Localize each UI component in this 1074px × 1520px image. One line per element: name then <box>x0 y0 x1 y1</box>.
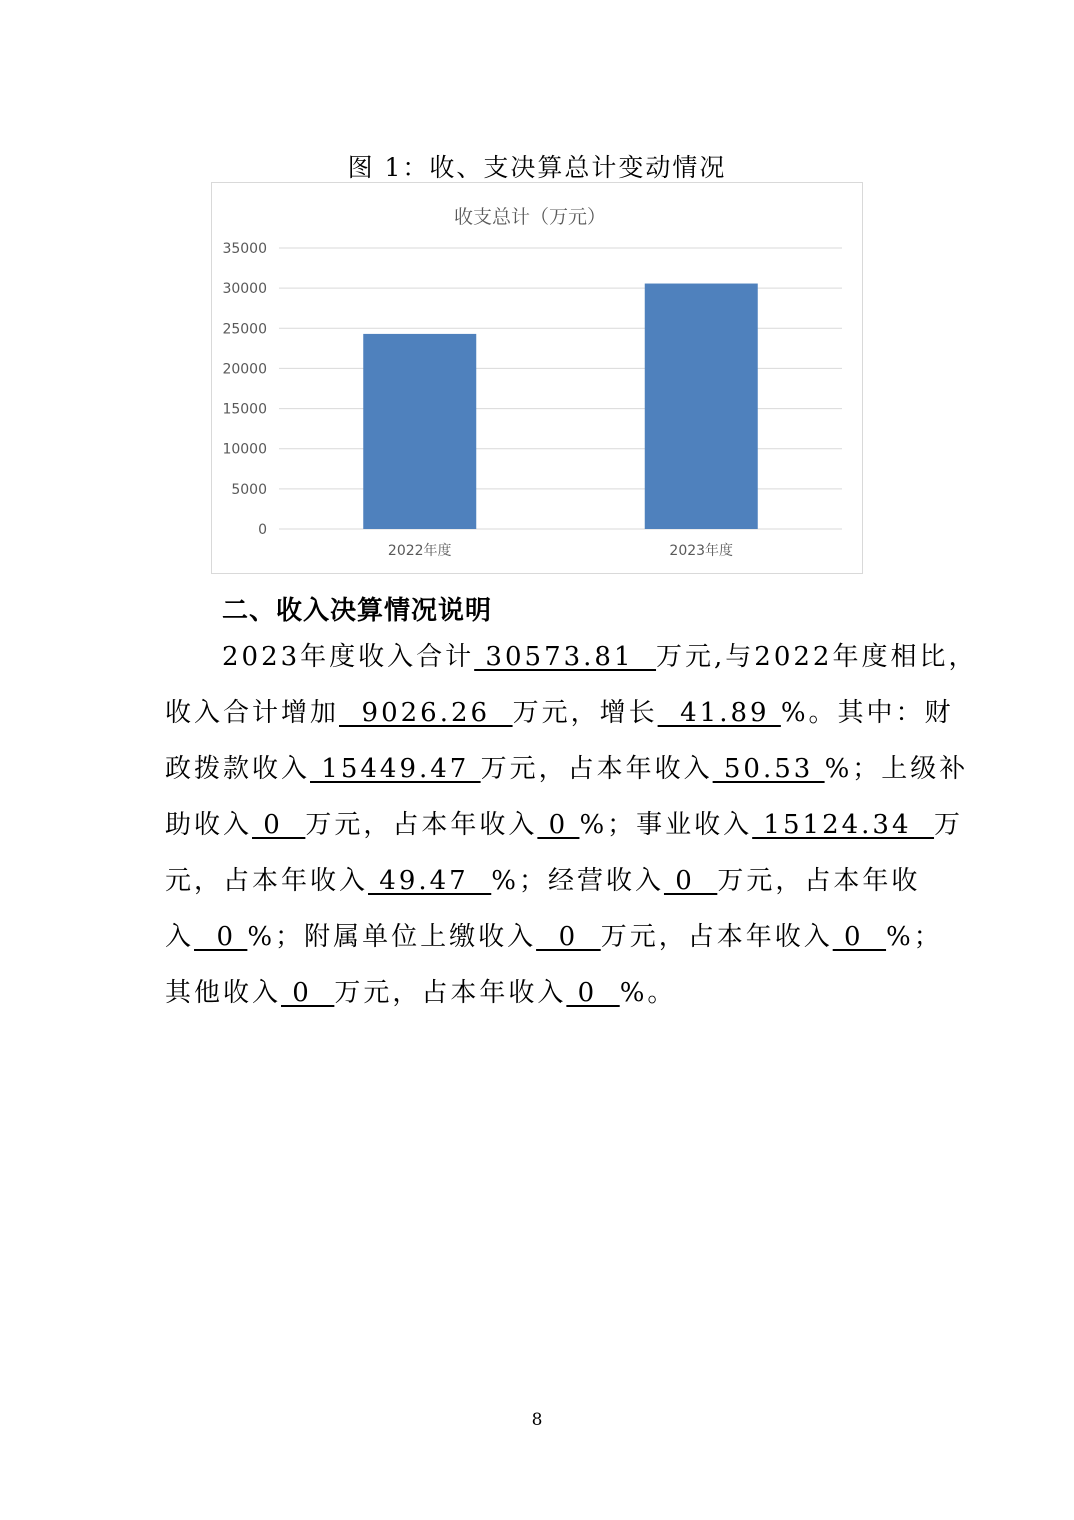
text-segment: %；附属单位上缴收入 <box>247 922 537 952</box>
text-segment: 万元,与2022年度相比， <box>656 642 978 672</box>
business-income-value: 15124.34 <box>752 810 935 840</box>
text-segment: 万元，占本年收 <box>717 866 921 896</box>
text-segment: %；事业收入 <box>579 810 753 840</box>
bar <box>363 334 476 529</box>
paragraph-line-5 <box>165 864 920 898</box>
chart-canvas <box>212 183 862 573</box>
y-tick-label: 20000 <box>222 361 267 378</box>
text-segment: 万元，占本年收入 <box>334 978 567 1008</box>
operating-income-value: 0 <box>663 866 718 896</box>
y-tick-label: 0 <box>258 522 267 538</box>
bar-chart <box>211 182 863 574</box>
text-segment: 其他收入 <box>165 978 282 1008</box>
x-category-label: 2023年度 <box>669 543 734 559</box>
text-segment: %； <box>886 922 943 952</box>
text-segment: 万元，占本年收入 <box>600 922 833 952</box>
page-number: 8 <box>531 1410 543 1430</box>
chart-title: 收支总计（万元） <box>453 206 607 228</box>
operating-income-share: 0 <box>194 922 248 952</box>
business-income-share: 49.47 <box>368 866 492 896</box>
subsidy-value: 0 <box>252 810 306 840</box>
figure-caption: 图 1：收、支决算总计变动情况 <box>347 153 727 182</box>
growth-rate-value: 41.89 <box>657 698 781 728</box>
y-tick-label: 10000 <box>222 441 267 458</box>
total-income-value: 30573.81 <box>474 642 657 672</box>
paragraph-line-3 <box>165 752 968 786</box>
y-tick-label: 15000 <box>222 401 267 418</box>
text-segment: 2023年度收入合计 <box>222 642 475 672</box>
text-segment: %。 <box>619 978 677 1008</box>
text-segment: %；上级补 <box>824 754 969 784</box>
text-segment: 收入合计增加 <box>165 698 340 728</box>
paragraph-line-1 <box>222 640 977 674</box>
text-segment: 万元，占本年收入 <box>480 754 713 784</box>
text-segment: 万 <box>934 810 964 840</box>
affiliate-income-value: 0 <box>536 922 601 952</box>
fiscal-allocation-share: 50.53 <box>712 754 825 784</box>
paragraph-line-2 <box>165 696 954 730</box>
affiliate-income-share: 0 <box>832 922 887 952</box>
text-segment: 万元，增长 <box>512 698 658 728</box>
subsidy-share: 0 <box>537 810 580 840</box>
section-heading: 二、收入决算情况说明 <box>222 596 493 626</box>
paragraph-line-7 <box>165 976 676 1010</box>
paragraph-line-6 <box>165 920 943 954</box>
y-tick-label: 25000 <box>222 321 267 338</box>
y-tick-label: 5000 <box>231 481 267 498</box>
x-category-label: 2022年度 <box>387 543 452 559</box>
other-income-share: 0 <box>566 978 620 1008</box>
other-income-value: 0 <box>281 978 335 1008</box>
text-segment: %；经营收入 <box>491 866 664 896</box>
text-segment: 助收入 <box>165 810 253 840</box>
text-segment: %。其中：财 <box>780 698 954 728</box>
y-tick-label: 35000 <box>222 241 267 257</box>
y-tick-label: 30000 <box>222 281 267 298</box>
income-increase-value: 9026.26 <box>339 698 513 728</box>
text-segment: 万元，占本年收入 <box>305 810 538 840</box>
paragraph-line-4 <box>165 808 963 842</box>
text-segment: 入 <box>165 922 195 952</box>
text-segment: 政拨款收入 <box>165 754 311 784</box>
fiscal-allocation-value: 15449.47 <box>310 754 481 784</box>
bar <box>645 284 758 529</box>
text-segment: 元，占本年收入 <box>165 866 369 896</box>
